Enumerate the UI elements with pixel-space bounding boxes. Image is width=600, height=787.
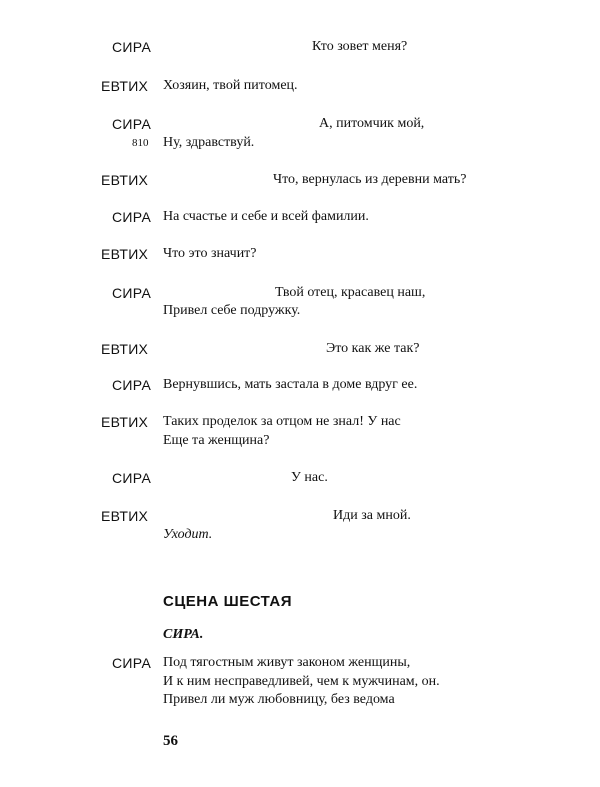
speaker-label: СИРА: [112, 209, 152, 225]
verse-line: Таких проделок за отцом не знал! У нас: [163, 414, 401, 429]
speaker-label: ЕВТИХ: [101, 414, 149, 430]
speaker-label: ЕВТИХ: [101, 246, 149, 262]
stage-direction: Уходит.: [163, 527, 213, 542]
verse-line: Что это значит?: [163, 246, 257, 261]
verse-line: Что, вернулась из деревни мать?: [273, 172, 467, 187]
verse-line: И к ним несправедливей, чем к мужчинам, он.: [163, 674, 440, 689]
speaker-label: СИРА: [112, 116, 152, 132]
verse-line: Привел ли муж любовницу, без ведома: [163, 692, 395, 707]
line-number: 810: [132, 137, 149, 149]
speaker-label: ЕВТИХ: [101, 508, 149, 524]
verse-line: У нас.: [291, 470, 328, 485]
speaker-label: ЕВТИХ: [101, 78, 149, 94]
verse-line: Ну, здравствуй.: [163, 135, 255, 150]
verse-line: Еще та женщина?: [163, 433, 270, 448]
verse-line: Вернувшись, мать застала в доме вдруг ее.: [163, 377, 418, 392]
scene-heading: СЦЕНА ШЕСТАЯ: [163, 593, 292, 610]
speaker-label: ЕВТИХ: [101, 341, 149, 357]
speaker-label: СИРА: [112, 285, 152, 301]
verse-line: Иди за мной.: [333, 508, 411, 523]
speaker-label: ЕВТИХ: [101, 172, 149, 188]
verse-line: Это как же так?: [326, 341, 420, 356]
verse-line: Хозяин, твой питомец.: [163, 78, 298, 93]
scene-character-list: СИРА.: [163, 627, 204, 642]
speaker-label: СИРА: [112, 39, 152, 55]
verse-line: На счастье и себе и всей фамилии.: [163, 209, 369, 224]
verse-line: Под тягостным живут законом женщины,: [163, 655, 411, 670]
verse-line: Привел себе подружку.: [163, 303, 301, 318]
speaker-label: СИРА: [112, 377, 152, 393]
page-number: 56: [163, 733, 178, 749]
speaker-label: СИРА: [112, 655, 152, 671]
verse-line: Кто зовет меня?: [312, 39, 408, 54]
verse-line: Твой отец, красавец наш,: [275, 285, 426, 300]
verse-line: А, питомчик мой,: [319, 116, 425, 131]
speaker-label: СИРА: [112, 470, 152, 486]
